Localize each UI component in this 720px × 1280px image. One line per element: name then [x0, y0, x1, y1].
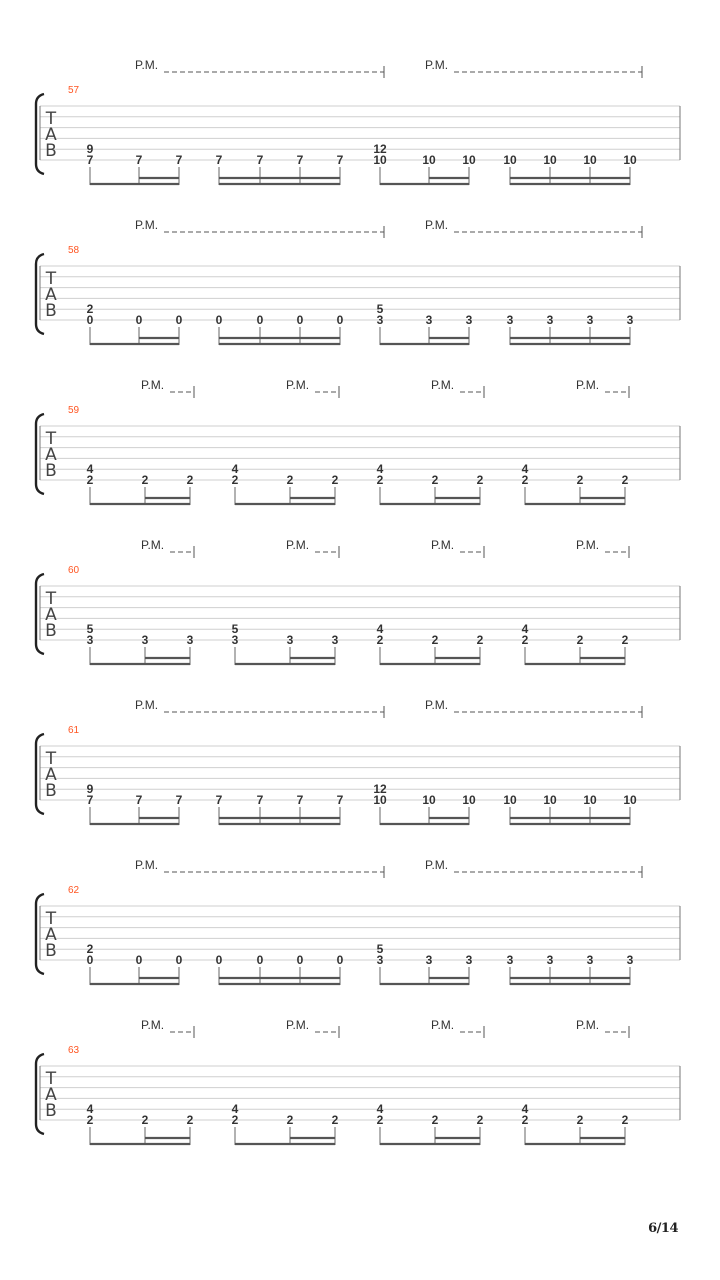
tab-clef-letter: T [45, 269, 57, 289]
fret-number: 10 [623, 793, 637, 807]
fret-number: 3 [376, 313, 384, 327]
fret-number: 3 [465, 953, 473, 967]
fret-number: 3 [286, 633, 294, 647]
fret-number: 0 [215, 313, 223, 327]
palm-mute-label: P.M. [286, 378, 310, 392]
palm-mute-label: P.M. [286, 538, 310, 552]
fret-number: 3 [586, 953, 594, 967]
measure-number: 60 [68, 565, 80, 576]
tab-clef-letter: A [45, 125, 57, 145]
fret-number: 0 [86, 313, 94, 327]
tab-clef-letter: A [45, 765, 57, 785]
measure-number: 63 [68, 1045, 80, 1056]
fret-number: 4 [376, 622, 384, 637]
fret-number: 2 [376, 633, 384, 647]
fret-number: 2 [621, 1113, 629, 1127]
fret-number: 3 [506, 313, 514, 327]
tab-clef-letter: B [45, 621, 57, 641]
fret-number: 7 [135, 153, 143, 167]
tab-clef-letter: B [45, 461, 57, 481]
fret-number: 0 [86, 953, 94, 967]
palm-mute-label: P.M. [141, 378, 165, 392]
fret-number: 9 [86, 142, 94, 157]
tab-clef-letter: A [45, 605, 57, 625]
fret-number: 10 [373, 153, 387, 167]
fret-number: 3 [586, 313, 594, 327]
fret-number: 2 [86, 473, 94, 487]
fret-number: 2 [576, 473, 584, 487]
fret-number: 10 [503, 153, 517, 167]
fret-number: 3 [626, 953, 634, 967]
fret-number: 2 [286, 1113, 294, 1127]
fret-number: 0 [215, 953, 223, 967]
measure-number: 57 [68, 85, 80, 96]
tab-clef-letter: B [45, 301, 57, 321]
fret-number: 2 [576, 633, 584, 647]
fret-number: 10 [543, 153, 557, 167]
tab-clef-letter: A [45, 1085, 57, 1105]
fret-number: 10 [373, 793, 387, 807]
measure-number: 62 [68, 885, 80, 896]
fret-number: 4 [86, 462, 94, 477]
fret-number: 2 [376, 473, 384, 487]
fret-number: 2 [621, 633, 629, 647]
fret-number: 3 [141, 633, 149, 647]
fret-number: 3 [376, 953, 384, 967]
measure-number: 58 [68, 245, 80, 256]
tab-clef-letter: B [45, 941, 57, 961]
fret-number: 3 [465, 313, 473, 327]
palm-mute-label: P.M. [431, 538, 455, 552]
fret-number: 2 [86, 302, 94, 317]
fret-number: 7 [175, 793, 183, 807]
fret-number: 2 [186, 1113, 194, 1127]
fret-number: 7 [215, 153, 223, 167]
palm-mute-label: P.M. [141, 538, 165, 552]
fret-number: 10 [462, 793, 476, 807]
fret-number: 3 [231, 633, 239, 647]
fret-number: 0 [135, 953, 143, 967]
page-indicator: 6/14 [648, 1221, 678, 1236]
fret-number: 0 [175, 953, 183, 967]
fret-number: 7 [215, 793, 223, 807]
fret-number: 0 [336, 953, 344, 967]
fret-number: 4 [376, 462, 384, 477]
tab-clef-letter: T [45, 589, 57, 609]
palm-mute-label: P.M. [425, 858, 449, 872]
fret-number: 2 [86, 942, 94, 957]
fret-number: 3 [626, 313, 634, 327]
palm-mute-label: P.M. [135, 218, 159, 232]
fret-number: 3 [186, 633, 194, 647]
fret-number: 2 [286, 473, 294, 487]
fret-number: 7 [256, 153, 264, 167]
fret-number: 2 [431, 473, 439, 487]
fret-number: 2 [431, 633, 439, 647]
tab-clef-letter: A [45, 445, 57, 465]
fret-number: 2 [621, 473, 629, 487]
palm-mute-label: P.M. [425, 698, 449, 712]
fret-number: 7 [296, 793, 304, 807]
fret-number: 10 [422, 153, 436, 167]
palm-mute-label: P.M. [431, 1018, 455, 1032]
fret-number: 12 [373, 782, 387, 797]
tab-clef-letter: T [45, 749, 57, 769]
fret-number: 2 [141, 473, 149, 487]
tab-clef-letter: B [45, 781, 57, 801]
fret-number: 3 [506, 953, 514, 967]
fret-number: 10 [462, 153, 476, 167]
fret-number: 3 [86, 633, 94, 647]
fret-number: 2 [476, 633, 484, 647]
fret-number: 4 [231, 462, 239, 477]
palm-mute-label: P.M. [135, 858, 159, 872]
tab-clef-letter: T [45, 429, 57, 449]
fret-number: 2 [186, 473, 194, 487]
fret-number: 3 [331, 633, 339, 647]
fret-number: 12 [373, 142, 387, 157]
fret-number: 7 [175, 153, 183, 167]
fret-number: 5 [376, 302, 384, 317]
fret-number: 2 [521, 1113, 529, 1127]
palm-mute-label: P.M. [576, 378, 600, 392]
fret-number: 7 [256, 793, 264, 807]
fret-number: 3 [546, 953, 554, 967]
fret-number: 2 [576, 1113, 584, 1127]
fret-number: 0 [256, 953, 264, 967]
fret-number: 2 [331, 473, 339, 487]
tab-clef-letter: A [45, 285, 57, 305]
fret-number: 2 [476, 1113, 484, 1127]
measure-number: 59 [68, 405, 80, 416]
fret-number: 10 [583, 793, 597, 807]
fret-number: 4 [376, 1102, 384, 1117]
fret-number: 4 [231, 1102, 239, 1117]
fret-number: 0 [296, 313, 304, 327]
fret-number: 2 [141, 1113, 149, 1127]
fret-number: 3 [425, 313, 433, 327]
fret-number: 10 [623, 153, 637, 167]
fret-number: 7 [296, 153, 304, 167]
palm-mute-label: P.M. [135, 698, 159, 712]
fret-number: 7 [336, 153, 344, 167]
fret-number: 4 [521, 462, 529, 477]
fret-number: 7 [86, 793, 94, 807]
tab-clef-letter: B [45, 141, 57, 161]
palm-mute-label: P.M. [431, 378, 455, 392]
palm-mute-label: P.M. [425, 58, 449, 72]
fret-number: 2 [521, 473, 529, 487]
tab-clef-letter: T [45, 109, 57, 129]
fret-number: 0 [175, 313, 183, 327]
measure-number: 61 [68, 725, 80, 736]
fret-number: 0 [296, 953, 304, 967]
palm-mute-label: P.M. [576, 1018, 600, 1032]
palm-mute-label: P.M. [576, 538, 600, 552]
fret-number: 2 [231, 473, 239, 487]
fret-number: 4 [86, 1102, 94, 1117]
fret-number: 0 [336, 313, 344, 327]
palm-mute-label: P.M. [425, 218, 449, 232]
fret-number: 5 [376, 942, 384, 957]
fret-number: 9 [86, 782, 94, 797]
fret-number: 5 [231, 622, 239, 637]
fret-number: 2 [331, 1113, 339, 1127]
fret-number: 2 [521, 633, 529, 647]
fret-number: 2 [86, 1113, 94, 1127]
fret-number: 7 [336, 793, 344, 807]
fret-number: 10 [543, 793, 557, 807]
fret-number: 2 [431, 1113, 439, 1127]
fret-number: 10 [422, 793, 436, 807]
fret-number: 7 [86, 153, 94, 167]
tab-clef-letter: T [45, 1069, 57, 1089]
fret-number: 5 [86, 622, 94, 637]
fret-number: 7 [135, 793, 143, 807]
tab-clef-letter: A [45, 925, 57, 945]
fret-number: 4 [521, 1102, 529, 1117]
palm-mute-label: P.M. [141, 1018, 165, 1032]
fret-number: 3 [425, 953, 433, 967]
tab-clef-letter: T [45, 909, 57, 929]
fret-number: 0 [135, 313, 143, 327]
tab-clef-letter: B [45, 1101, 57, 1121]
palm-mute-label: P.M. [286, 1018, 310, 1032]
palm-mute-label: P.M. [135, 58, 159, 72]
fret-number: 2 [376, 1113, 384, 1127]
fret-number: 10 [503, 793, 517, 807]
fret-number: 3 [546, 313, 554, 327]
fret-number: 0 [256, 313, 264, 327]
fret-number: 2 [231, 1113, 239, 1127]
fret-number: 10 [583, 153, 597, 167]
fret-number: 4 [521, 622, 529, 637]
fret-number: 2 [476, 473, 484, 487]
